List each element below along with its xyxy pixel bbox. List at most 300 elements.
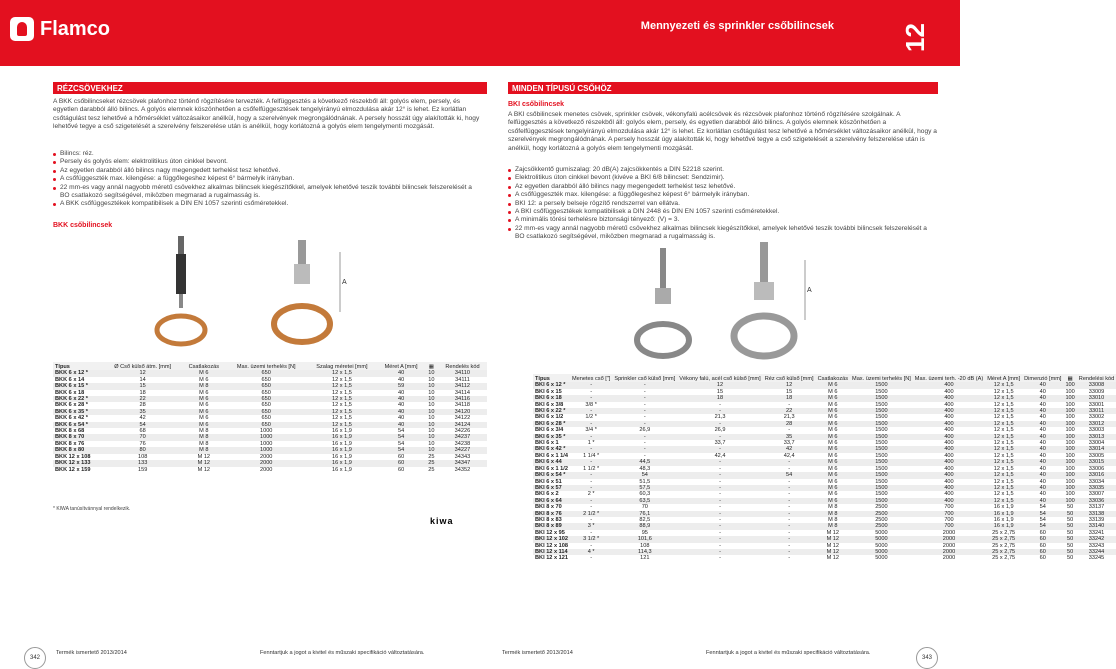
table-cell: 2 * xyxy=(587,491,595,498)
col-header: Rendelési kód xyxy=(1078,376,1115,382)
table-cell: 1500 xyxy=(875,491,888,498)
table-cell: 400 xyxy=(944,427,954,434)
table-cell: 400 xyxy=(913,434,985,440)
table-cell: 40 xyxy=(397,402,405,409)
table-cell: 33138 xyxy=(1077,511,1116,517)
table-cell: 1500 xyxy=(875,388,888,395)
col-header: Méret A [mm] xyxy=(987,376,1021,382)
table-cell: 40 xyxy=(377,422,424,428)
table-cell: 700 xyxy=(944,516,954,523)
table-cell: 2000 xyxy=(226,460,307,466)
table-cell: 15 xyxy=(786,388,793,395)
table-cell: 12 x 1,5 xyxy=(993,388,1014,395)
table-cell: 25 xyxy=(428,453,435,460)
table-cell: BKK 12 x 159 xyxy=(55,466,91,473)
table-cell: - xyxy=(643,401,646,408)
table-cell: 33139 xyxy=(1088,516,1105,523)
table-cell: 400 xyxy=(913,408,985,414)
table-cell: 2000 xyxy=(942,542,956,549)
table-cell: 26,9 xyxy=(639,427,651,434)
table-cell: 650 xyxy=(226,396,307,402)
table-cell: 12 x 1,5 xyxy=(985,382,1022,388)
table-cell: - xyxy=(643,452,646,459)
table-cell: 33243 xyxy=(1088,542,1105,549)
table-cell: BKK 6 x 15 * xyxy=(53,383,104,389)
col-header: Menetes cső ["] xyxy=(571,376,611,382)
table-cell: 10 xyxy=(428,428,435,435)
table-cell: 22 xyxy=(104,396,182,402)
bkk-table xyxy=(53,362,487,473)
table-cell: - xyxy=(612,382,677,388)
table-cell: M 8 xyxy=(182,434,226,440)
table-cell: 34124 xyxy=(438,422,487,428)
table-cell: - xyxy=(788,478,791,485)
table-cell: 100 xyxy=(1065,478,1075,485)
table-cell: 54 xyxy=(104,422,182,428)
table-cell: 18 xyxy=(139,389,146,396)
table-cell: 25 xyxy=(428,466,435,473)
table-cell: - xyxy=(570,395,612,401)
table-cell: 40 xyxy=(1039,452,1046,459)
table-cell: 40 xyxy=(1039,491,1046,498)
table-cell: 114,3 xyxy=(612,549,677,555)
table-cell: 34227 xyxy=(438,447,487,453)
table-cell: 50 xyxy=(1063,511,1076,517)
table-cell: 3/8 * xyxy=(585,401,597,408)
col-header: Ø Cső külső átm. [mm] xyxy=(104,362,182,370)
table-cell: 650 xyxy=(261,376,271,383)
table-cell: 50 xyxy=(1066,542,1074,549)
table-cell: 12 x 1,5 xyxy=(993,440,1014,447)
table-cell: 10 xyxy=(425,396,438,402)
table-cell: 10 xyxy=(425,447,438,453)
table-cell: BKI 12 x 108 xyxy=(535,542,568,549)
table-cell: M 6 xyxy=(828,478,838,485)
table-cell: 40 xyxy=(1022,446,1063,452)
table-cell: 40 xyxy=(1039,401,1046,408)
table-cell: 1000 xyxy=(226,434,307,440)
list-item: 22 mm-es vagy annál nagyobb méretű csövekhez alkalmas bilincsek kiegészítőkkel, amelyek lehetővé teszik további bilincsek felszerelését a BO csatlakozó segítségével, miközben megmarad a rugalmasság is. xyxy=(53,184,483,201)
table-cell: 18 xyxy=(677,395,762,401)
table-cell: - xyxy=(763,485,816,491)
table-cell: 1500 xyxy=(875,452,888,459)
list-item: Az egyetlen darabból álló bilincs nagy megengedett terhelést tesz lehetővé. xyxy=(508,183,938,191)
table-cell: M 6 xyxy=(816,446,850,452)
table-cell: 400 xyxy=(913,498,985,504)
table-cell: 40 xyxy=(1022,472,1063,478)
table-cell: - xyxy=(570,421,612,427)
table-cell: 400 xyxy=(913,382,985,388)
table-cell: BKI 6 x 3/8 xyxy=(535,401,564,408)
list-item: Elektrolitikus úton cinkkel bevont (kivéve a BKI 6/8 bilincset: Sendzimir). xyxy=(508,174,938,182)
right-intro: A BKI csőbilincsek menetes csövek, sprinkler csövek, vékonyfalú acélcsövek és rézcsövek plafonhoz történő rögzítésére szolgálnak. A felfüggesztés a következő részekből áll: golyós elem, persely, és egyetlen darabból álló bilincs. A golyós elemnek köszönhetően a csőfelfüggesztések tengelyirányú elmozdulása akár 12° is lehet. Ez korlátlan csőtágulást tesz lehetővé a hőmérséklet változásaikor anélkül, hogy a szerelvények megrongálódnának. A persely hosszát úgy alakították ki, hogy lehetővé tegye a cső szigetelését a szerelvény felszerelése után is anélkül, hogy korlátozná a golyós elem tengelymenti mozgását. xyxy=(508,111,937,152)
table-cell: 35 xyxy=(763,434,816,440)
table-cell: - xyxy=(763,523,816,529)
table-cell: 54 xyxy=(1022,511,1063,517)
table-cell: 34226 xyxy=(454,428,471,435)
table-cell: M 6 xyxy=(182,370,226,376)
table-cell: 3/4 * xyxy=(585,427,597,434)
table-cell: 15 xyxy=(104,383,182,389)
table-cell: 12 xyxy=(104,370,182,376)
table-cell: 1500 xyxy=(850,446,913,452)
table-cell: 10 xyxy=(425,383,438,389)
table-cell: - xyxy=(788,516,791,523)
table-cell: - xyxy=(719,555,721,562)
table-cell: 12 x 1,5 xyxy=(331,402,352,409)
table-cell: 40 xyxy=(377,409,424,415)
table-cell: BKI 6 x 18 xyxy=(533,395,570,401)
table-cell: M 6 xyxy=(828,465,838,472)
table-cell: 50 xyxy=(1066,529,1074,536)
table-cell: M 8 xyxy=(816,523,850,529)
table-cell: 76 xyxy=(139,440,146,447)
table-cell: 80 xyxy=(104,447,182,453)
table-cell: 34237 xyxy=(438,434,487,440)
table-cell: - xyxy=(570,446,612,452)
dimension-label: A xyxy=(342,279,347,286)
table-cell: - xyxy=(590,516,593,523)
table-cell: 12 x 1,5 xyxy=(985,408,1022,414)
table-cell: M 6 xyxy=(816,408,850,414)
table-cell: M 6 xyxy=(816,485,850,491)
table-cell: 2500 xyxy=(850,511,913,517)
table-cell: BKI 6 x 15 xyxy=(535,388,562,395)
table-cell: 34120 xyxy=(438,409,487,415)
table-cell: 12 x 1,5 xyxy=(985,485,1022,491)
table-cell: 54 xyxy=(612,472,677,478)
table-cell: 700 xyxy=(913,511,985,517)
table-cell: 25 x 2,75 xyxy=(992,529,1016,536)
table-cell: 100 xyxy=(1065,388,1075,395)
table-cell: 2000 xyxy=(913,549,985,555)
table-cell: 2500 xyxy=(850,523,913,529)
table-cell: 100 xyxy=(1065,427,1075,434)
table-cell: BKI 6 x 1 1/4 xyxy=(535,452,568,459)
table-cell: 1500 xyxy=(850,472,913,478)
table-cell: 33140 xyxy=(1077,523,1116,529)
right-footer-text: Termék ismertető 2013/2014 xyxy=(502,650,573,656)
table-cell: 12 x 1,5 xyxy=(985,395,1022,401)
table-cell: 68 xyxy=(139,428,146,435)
chapter-number: 12 xyxy=(900,23,931,52)
table-cell: - xyxy=(612,446,677,452)
brand-name: Flamco xyxy=(40,17,111,40)
table-cell: 33007 xyxy=(1088,491,1105,498)
table-cell: 34343 xyxy=(454,453,471,460)
table-cell: - xyxy=(788,465,791,472)
table-cell: - xyxy=(788,555,791,562)
table-cell: 1500 xyxy=(875,427,888,434)
table-cell: 1500 xyxy=(850,395,913,401)
table-cell: 12 x 1,5 xyxy=(306,370,377,376)
table-cell: BKI 6 x 12 * xyxy=(533,382,570,388)
table-cell: - xyxy=(590,478,593,485)
table-cell: BKK 6 x 54 * xyxy=(53,422,104,428)
table-cell: 3 * xyxy=(570,523,612,529)
table-cell: 1 * xyxy=(587,440,595,447)
table-cell: 1500 xyxy=(850,382,913,388)
table-cell: BKK 8 x 80 xyxy=(53,447,104,453)
table-cell: 10 xyxy=(428,402,435,409)
table-cell: BKI 6 x 2 xyxy=(535,491,559,498)
table-cell: 10 xyxy=(428,440,435,447)
table-cell: 60,3 xyxy=(639,491,651,498)
table-cell: 1000 xyxy=(259,440,273,447)
table-cell: 50 xyxy=(1066,555,1074,562)
right-page-number: 343 xyxy=(916,647,938,669)
col-header: Típus xyxy=(53,362,104,370)
table-cell: BKI 6 x 57 xyxy=(533,485,570,491)
table-cell: 54 xyxy=(377,447,424,453)
left-footnote: * KIWA tanúsítvánnyal rendelkezik. xyxy=(53,506,131,512)
table-cell: 18 xyxy=(763,395,816,401)
table-cell: 100 xyxy=(1065,408,1075,415)
list-item: 22 mm-es vagy annál nagyobb méretű csövekhez alkalmas bilincsek kiegészítőkkel, amelyek lehetővé teszik további bilincsek felszerelését a BO csatlakozó segítségével, miközben megmarad a rugalmasság is. xyxy=(508,225,938,242)
table-cell: 25 xyxy=(425,460,438,466)
list-item: A csőfüggeszték max. kilengése: a függőlegeshez képest 6° bármelyik irányban. xyxy=(508,191,938,199)
right-footer-note: Fenntartjuk a jogot a kivitel és műszaki specifikáció változtatására. xyxy=(706,650,871,656)
table-cell: - xyxy=(643,440,646,447)
table-cell: 12 x 1,5 xyxy=(306,396,377,402)
table-cell: 12 x 1,5 xyxy=(985,434,1022,440)
table-cell: M 8 xyxy=(199,428,209,435)
table-cell: 100 xyxy=(1065,465,1075,472)
table-cell: 12 x 1,5 xyxy=(985,498,1022,504)
table-cell: 40 xyxy=(397,376,405,383)
table-cell: 5000 xyxy=(850,549,913,555)
table-cell: - xyxy=(570,382,612,388)
table-cell: M 6 xyxy=(828,440,838,447)
list-item: A BKK csőfüggesztékek kompatibilisek a DIN EN 1057 szerinti csőméretekkel. xyxy=(53,200,483,208)
table-cell: 400 xyxy=(944,465,954,472)
table-cell: 50 xyxy=(1066,516,1074,523)
col-header: Rendelés kód xyxy=(438,362,487,370)
table-cell: 60 xyxy=(397,453,405,460)
table-cell: 33008 xyxy=(1077,382,1116,388)
table-cell: 59 xyxy=(377,383,424,389)
table-cell: 33003 xyxy=(1088,427,1105,434)
table-cell: 16 x 1,9 xyxy=(331,428,352,435)
table-cell: 5000 xyxy=(850,536,913,542)
table-cell: BKK 6 x 22 * xyxy=(53,396,104,402)
table-cell: 82,5 xyxy=(639,516,651,523)
table-cell: 33036 xyxy=(1077,498,1116,504)
left-page-number: 342 xyxy=(24,647,46,669)
table-cell: 100 xyxy=(1065,420,1075,427)
left-footer-note: Fenntartjuk a jogot a kivitel és műszaki specifikáció változtatására. xyxy=(260,650,425,656)
table-cell: M 6 xyxy=(816,498,850,504)
table-cell: M 6 xyxy=(199,376,209,383)
table-cell: M 8 xyxy=(816,511,850,517)
table-cell: 60 xyxy=(397,466,405,473)
table-cell: 12 x 1,5 xyxy=(331,376,352,383)
table-cell: - xyxy=(763,549,816,555)
table-cell: - xyxy=(788,504,791,511)
left-intro: A BKK csőbilincseket rézcsövek plafonhoz történő rögzítésére tervezték. A felfüggesztés a következő részekből áll: golyós elem, persely, és egyetlen darabból álló bilincs. A golyós elemnek köszönhetően a csőfelfüggesztések tengelyirányú elmozdulása akár 12° is lehet. Ez korlátlan csőtágulást tesz lehetővé a hőmérséklet változásaikor anélkül, hogy a szerelvények megrongálódnának. A persely hosszát úgy alakították ki, hogy lehetővé tegye a cső szigetelését a szerelvény felszerelése után is anélkül, hogy korlátozná a golyós elem tengelymenti mozgását. xyxy=(53,98,480,131)
table-cell: 33242 xyxy=(1077,536,1116,542)
table-cell: 33241 xyxy=(1088,529,1105,536)
table-cell: BKI 8 x 76 xyxy=(533,511,570,517)
table-cell: 60 xyxy=(1022,536,1063,542)
table-cell: 42,4 xyxy=(714,452,726,459)
table-cell: 48,3 xyxy=(639,465,651,472)
table-cell: 1500 xyxy=(875,401,888,408)
table-cell: M 12 xyxy=(197,466,211,473)
table-cell: 33034 xyxy=(1088,478,1105,485)
table-cell: 25 x 2,75 xyxy=(985,549,1022,555)
col-header: Csatlakozás xyxy=(817,376,849,382)
table-cell: 101,6 xyxy=(612,536,677,542)
table-cell: 16 x 1,9 xyxy=(993,504,1014,511)
table-cell: - xyxy=(677,408,762,414)
table-cell: 100 xyxy=(1065,382,1075,389)
table-cell: - xyxy=(788,491,791,498)
table-cell: 16 x 1,9 xyxy=(985,511,1022,517)
table-cell: BKI 6 x 1 1/2 xyxy=(535,465,568,472)
table-cell: 650 xyxy=(226,409,307,415)
table-cell: 400 xyxy=(944,491,954,498)
table-cell: 21,3 xyxy=(714,414,726,421)
table-cell: 88,9 xyxy=(612,523,677,529)
col-header: Réz cső külső [mm] xyxy=(764,376,814,382)
list-item: Az egyetlen darabból álló bilincs nagy megengedett terhelést tesz lehetővé. xyxy=(53,167,483,175)
left-footer-text: Termék ismertető 2013/2014 xyxy=(56,650,127,656)
table-cell: 34122 xyxy=(454,415,471,422)
table-header-row xyxy=(53,362,487,370)
bki-table xyxy=(533,374,1116,562)
table-cell: 60 xyxy=(1039,555,1046,562)
header-title: Mennyezeti és sprinkler csőbilincsek xyxy=(640,20,834,32)
table-cell: BKI 8 x 70 xyxy=(535,504,562,511)
table-cell: 50 xyxy=(1066,504,1074,511)
table-cell: 15 xyxy=(716,388,724,395)
table-cell: BKK 6 x 18 xyxy=(55,389,85,396)
table-cell: 12 x 1,5 xyxy=(331,389,352,396)
table-cell: - xyxy=(677,485,762,491)
kiwa-logo: kiwa xyxy=(430,516,454,526)
table-cell: 1000 xyxy=(226,447,307,453)
table-cell: - xyxy=(643,414,646,421)
table-cell: 12 x 1,5 xyxy=(331,415,352,422)
table-cell: 40 xyxy=(1022,485,1063,491)
table-cell: BKI 6 x 44 xyxy=(533,459,570,465)
table-cell: M 6 xyxy=(828,427,838,434)
table-cell: 54 xyxy=(1022,523,1063,529)
table-cell: 40 xyxy=(1039,440,1046,447)
table-cell: 33005 xyxy=(1088,452,1105,459)
table-cell: 33011 xyxy=(1077,408,1116,414)
table-cell: - xyxy=(590,555,593,562)
table-cell: 12 x 1,5 xyxy=(993,452,1014,459)
list-item: A csőfüggeszték max. kilengése: a függőlegeshez képest 6° bármelyik irányban. xyxy=(53,175,483,183)
table-cell: BKK 6 x 28 * xyxy=(55,402,88,409)
table-cell: 44,5 xyxy=(612,459,677,465)
table-cell: - xyxy=(763,498,816,504)
table-cell: - xyxy=(719,465,721,472)
table-cell: 12 x 1,5 xyxy=(993,491,1014,498)
table-cell: 100 xyxy=(1065,440,1075,447)
table-cell: 33245 xyxy=(1088,555,1105,562)
table-cell: 400 xyxy=(944,388,954,395)
table-cell: 108 xyxy=(640,542,650,549)
table-cell: 54 xyxy=(397,428,405,435)
table-cell: 33014 xyxy=(1077,446,1116,452)
table-cell: 400 xyxy=(944,401,954,408)
table-cell: 33002 xyxy=(1088,414,1105,421)
table-cell: BKI 12 x 95 xyxy=(535,529,565,536)
right-section-title: MINDEN TÍPUSÚ CSŐHÖZ xyxy=(508,82,938,94)
table-cell: 12 x 1,5 xyxy=(993,427,1014,434)
table-cell: 34112 xyxy=(438,383,487,389)
table-cell: 16 x 1,9 xyxy=(331,453,352,460)
table-cell: 100 xyxy=(1065,459,1075,466)
table-cell: 100 xyxy=(1065,452,1075,459)
table-cell: BKK 8 x 68 xyxy=(55,428,85,435)
table-cell: 33137 xyxy=(1088,504,1105,511)
list-item: Persely és golyós elem: elektrolitikus úton cinkkel bevont. xyxy=(53,158,483,166)
table-cell: - xyxy=(570,485,612,491)
table-cell: 100 xyxy=(1065,401,1075,408)
table-cell: 100 xyxy=(1065,491,1075,498)
table-cell: M 6 xyxy=(828,491,838,498)
table-cell: 33013 xyxy=(1077,434,1116,440)
table-cell: BKI 6 x 42 * xyxy=(533,446,570,452)
table-cell: M 6 xyxy=(182,409,226,415)
table-cell: - xyxy=(763,459,816,465)
table-cell: BKI 12 x 114 xyxy=(533,549,570,555)
table-cell: - xyxy=(719,542,721,549)
table-cell: BKI 6 x 35 * xyxy=(533,434,570,440)
table-cell: 33004 xyxy=(1088,440,1105,447)
table-cell: 54 xyxy=(377,434,424,440)
table-cell: 42 xyxy=(763,446,816,452)
table-cell: 650 xyxy=(261,402,271,409)
table-cell: 35 xyxy=(104,409,182,415)
table-cell: - xyxy=(788,401,791,408)
table-cell: - xyxy=(677,421,762,427)
table-cell: 34347 xyxy=(438,460,487,466)
table-cell: - xyxy=(570,459,612,465)
col-header: Dimenzió [mm] xyxy=(1024,376,1062,382)
table-cell: 133 xyxy=(104,460,182,466)
table-cell: 1 1/4 * xyxy=(583,452,600,459)
table-cell: BKI 6 x 1 xyxy=(535,440,559,447)
table-cell: M 6 xyxy=(816,434,850,440)
table-cell: 34116 xyxy=(438,396,487,402)
table-cell: - xyxy=(719,401,721,408)
table-cell: M 6 xyxy=(182,422,226,428)
package-icon: ▦ xyxy=(1063,374,1076,382)
col-header: Szalag méretei [mm] xyxy=(306,362,377,370)
col-header: Max. üzemi terhelés [N] xyxy=(226,362,307,370)
table-cell: 12 x 1,5 xyxy=(993,478,1014,485)
table-cell: M 6 xyxy=(828,414,838,421)
table-cell: 400 xyxy=(913,459,985,465)
table-cell: 60 xyxy=(1039,542,1046,549)
table-cell: M 12 xyxy=(182,460,226,466)
table-cell: M 6 xyxy=(828,401,838,408)
table-cell: BKI 12 x 102 xyxy=(535,536,568,543)
table-cell: - xyxy=(677,549,762,555)
table-cell: 40 xyxy=(1022,408,1063,414)
table-cell: 50 xyxy=(1063,549,1076,555)
table-cell: 2000 xyxy=(259,453,273,460)
table-cell: 1500 xyxy=(875,414,888,421)
table-cell: 40 xyxy=(1039,388,1046,395)
table-cell: BKK 6 x 42 * xyxy=(55,415,88,422)
table-cell: 40 xyxy=(377,370,424,376)
